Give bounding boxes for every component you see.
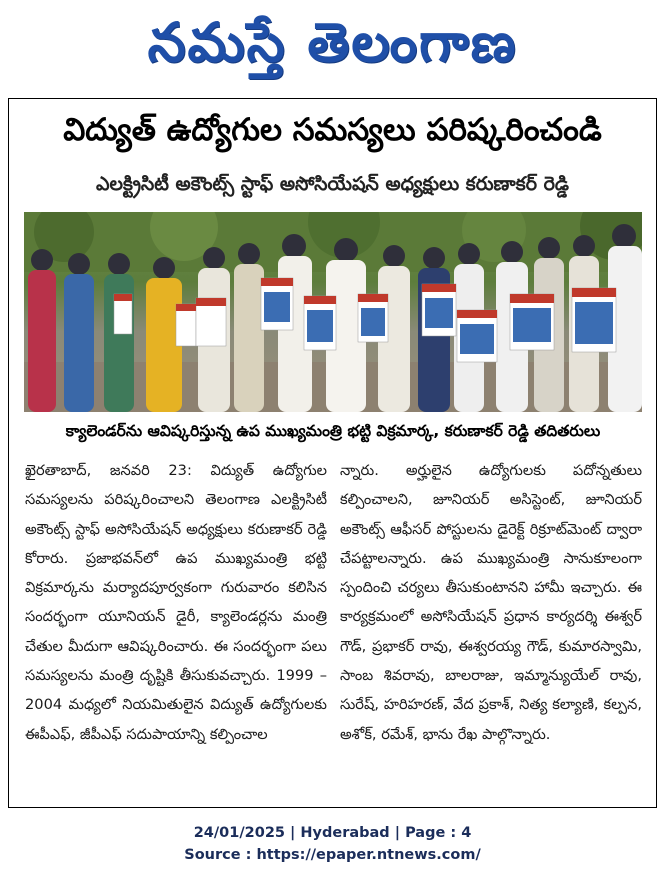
group-photo-illustration [24, 212, 642, 412]
body-paragraph-left: ఖైరతాబాద్, జనవరి 23: విద్యుత్ ఉద్యోగుల సమస్యలను పరిష్కరించాలని తెలంగాణ ఎలక్ట్రిసిటీ అకౌంట్స్ స్టాఫ్ అసోసియేషన్ అధ్యక్షులు కరుణాకర్ రెడ్డి కోరారు. ప్రజాభవన్‌లో ఉప ముఖ్యమంత్రి భట్టి విక్రమార్కను మర్యాదపూర్వకంగా గురువారం కలిసిన సందర్భంగా యూనియన్ డైరీ, క్యాలెండర్లను మంత్రి చేతుల మీదుగా ఆవిష్కరించారు. ఈ సందర్భంగా పలు సమస్యలను మంత్రి దృష్టికి తీసుకువచ్చారు. 1999 – 2004 మధ్యలో నియమితులైన విద్యుత్ ఉద్యోగులకు ఈపీఎఫ్, జీపీఎఫ్ సదుపాయాన్ని కల్పించాల [25, 462, 327, 743]
article-subheadline: ఎలక్ట్రిసిటీ అకౌంట్స్ స్టాఫ్ అసోసియేషన్ అధ్యక్షులు కరుణాకర్ రెడ్డి [96, 173, 569, 195]
body-paragraph-right: న్నారు. అర్హులైన ఉద్యోగులకు పదోన్నతులు కల్పించాలని, జూనియర్ అసిస్టెంట్, జూనియర్ అకౌంట్స్ ఆఫీసర్ పోస్టులను డైరెక్ట్ రిక్రూట్‌మెంట్ ద్వారా చేపట్టాలన్నారు. ఉప ముఖ్యమంత్రి సానుకూలంగా స్పందించి చర్యలు తీసుకుంటానని హామీ ఇచ్చారు. ఈ కార్యక్రమంలో అసోసియేషన్ ప్రధాన కార్యదర్శి ఈశ్వర్ గౌడ్, ప్రభాకర్ రావు, ఈశ్వరయ్య గౌడ్, కుమారస్వామి, సాంబ శివరావు, బాలరాజు, ఇమ్మాన్యుయేల్ రావు, సురేష్, హరిహరణ్, వేద ప్రకాశ్, నిత్య కల్యాణి, కల్పన, అశోక్, రమేశ్, భాను రేఖ పాల్గొన్నారు. [340, 462, 642, 743]
clip-footer [0, 822, 665, 866]
article-photo [24, 212, 642, 412]
article-body-column-left [25, 456, 327, 749]
photo-caption: క్యాలెండర్‌ను ఆవిష్కరిస్తున్న ఉప ముఖ్యమంత్రి భట్టి విక్రమార్క, కరుణాకర్ రెడ్డి తదితరులు [65, 422, 601, 440]
article-headline: విద్యుత్ ఉద్యోగుల సమస్యలు పరిష్కరించండి [63, 112, 602, 148]
footer-source: Source : https://epaper.ntnews.com/ [184, 847, 481, 863]
footer-date-location: 24/01/2025 | Hyderabad | Page : 4 [193, 825, 472, 841]
newspaper-masthead: నమస్తే తెలంగాణ [147, 11, 518, 74]
article-body-column-right [340, 456, 642, 749]
